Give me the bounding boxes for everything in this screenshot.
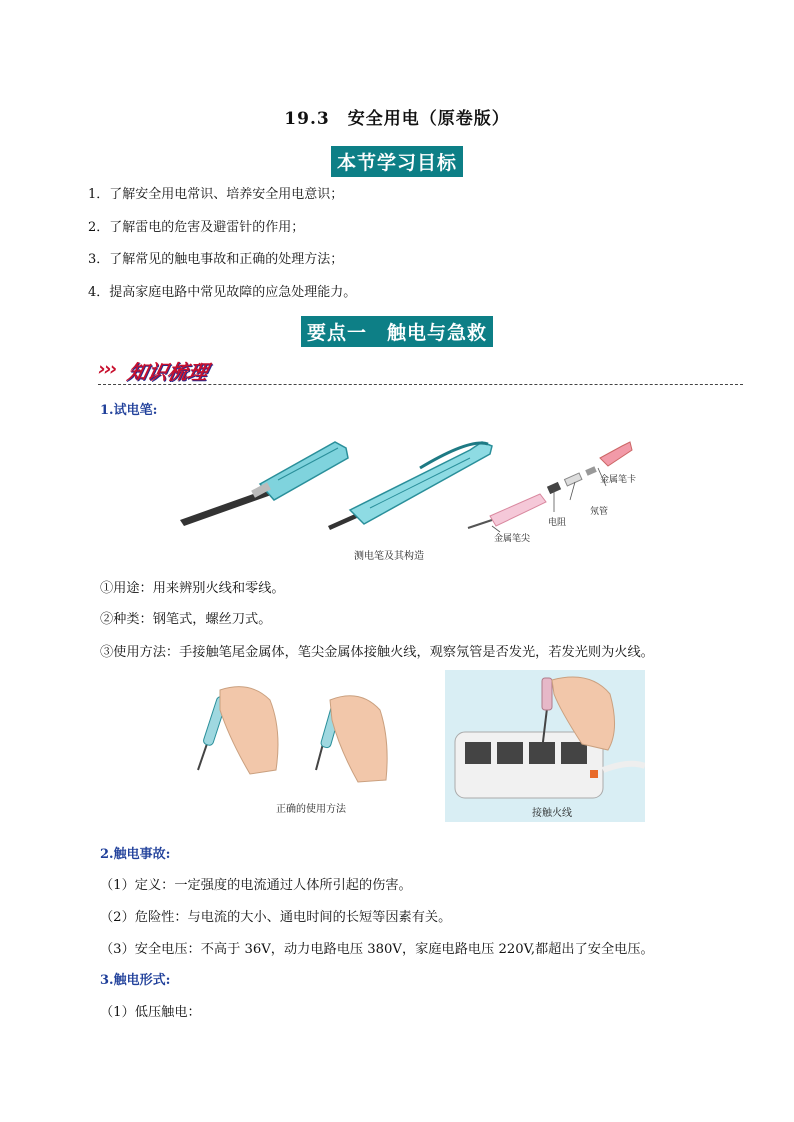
- pen-item: ②种类：钢笔式，螺丝刀式。: [100, 612, 272, 627]
- section-banner-point1: [0, 316, 794, 347]
- pen-item: ③使用方法：手接触笔尾金属体，笔尖金属体接触火线，观察氖管是否发光，若发光则为火线。: [100, 645, 654, 660]
- figure-caption: 测电笔及其构造: [354, 551, 424, 562]
- figure-caption-left: 正确的使用方法: [276, 804, 346, 815]
- test-pen-figure: [170, 428, 640, 538]
- heading-test-pen: 1.试电笔:: [100, 403, 158, 418]
- screwdriver-pen-image: [180, 442, 348, 526]
- goal-item: 3．了解常见的触电事故和正确的处理方法；: [88, 252, 344, 267]
- section-banner-goals: [0, 146, 794, 177]
- goal-item: 1．了解安全用电常识、培养安全用电意识；: [88, 187, 344, 202]
- knowledge-marker: [98, 354, 743, 385]
- pen-item: ①用途：用来辨别火线和零线。: [100, 581, 285, 596]
- power-strip-image: [445, 670, 645, 822]
- shock-item: （3）安全电压：不高于 36V，动力电路电压 380V，家庭电路电压 220V,都超出了安全电压。: [100, 942, 654, 957]
- shock-item: （2）危险性：与电流的大小、通电时间的长短等因素有关。: [100, 910, 452, 925]
- goal-item: 4．提高家庭电路中常见故障的应急处理能力。: [88, 285, 357, 300]
- hand-pen-image: [198, 687, 387, 782]
- label-metal-clip: 金属笔卡: [600, 475, 637, 485]
- heading-shock-forms: 3.触电形式:: [100, 973, 171, 988]
- fountain-pen-image: [328, 442, 492, 530]
- label-metal-tip: 金属笔尖: [494, 534, 531, 544]
- figure-caption-right: 接触火线: [532, 808, 572, 819]
- goal-item: 2．了解雷电的危害及避雷针的作用；: [88, 220, 305, 235]
- label-neon-tube: 氖管: [590, 507, 609, 517]
- page-title: 19.3 安全用电（原卷版）: [284, 109, 510, 129]
- knowledge-marker-text: 知识梳理: [125, 360, 211, 384]
- label-resistor: 电阻: [548, 518, 567, 528]
- shock-item: （1）定义：一定强度的电流通过人体所引起的伤害。: [100, 878, 412, 893]
- section-banner-point1-text: 要点一 触电与急救: [301, 316, 493, 347]
- heading-shock-accident: 2.触电事故:: [100, 847, 171, 862]
- arrows-icon: ›››: [98, 358, 116, 380]
- form-item: （1）低压触电：: [100, 1005, 201, 1020]
- section-banner-goals-text: 本节学习目标: [331, 146, 463, 177]
- pen-usage-figure: [190, 670, 645, 822]
